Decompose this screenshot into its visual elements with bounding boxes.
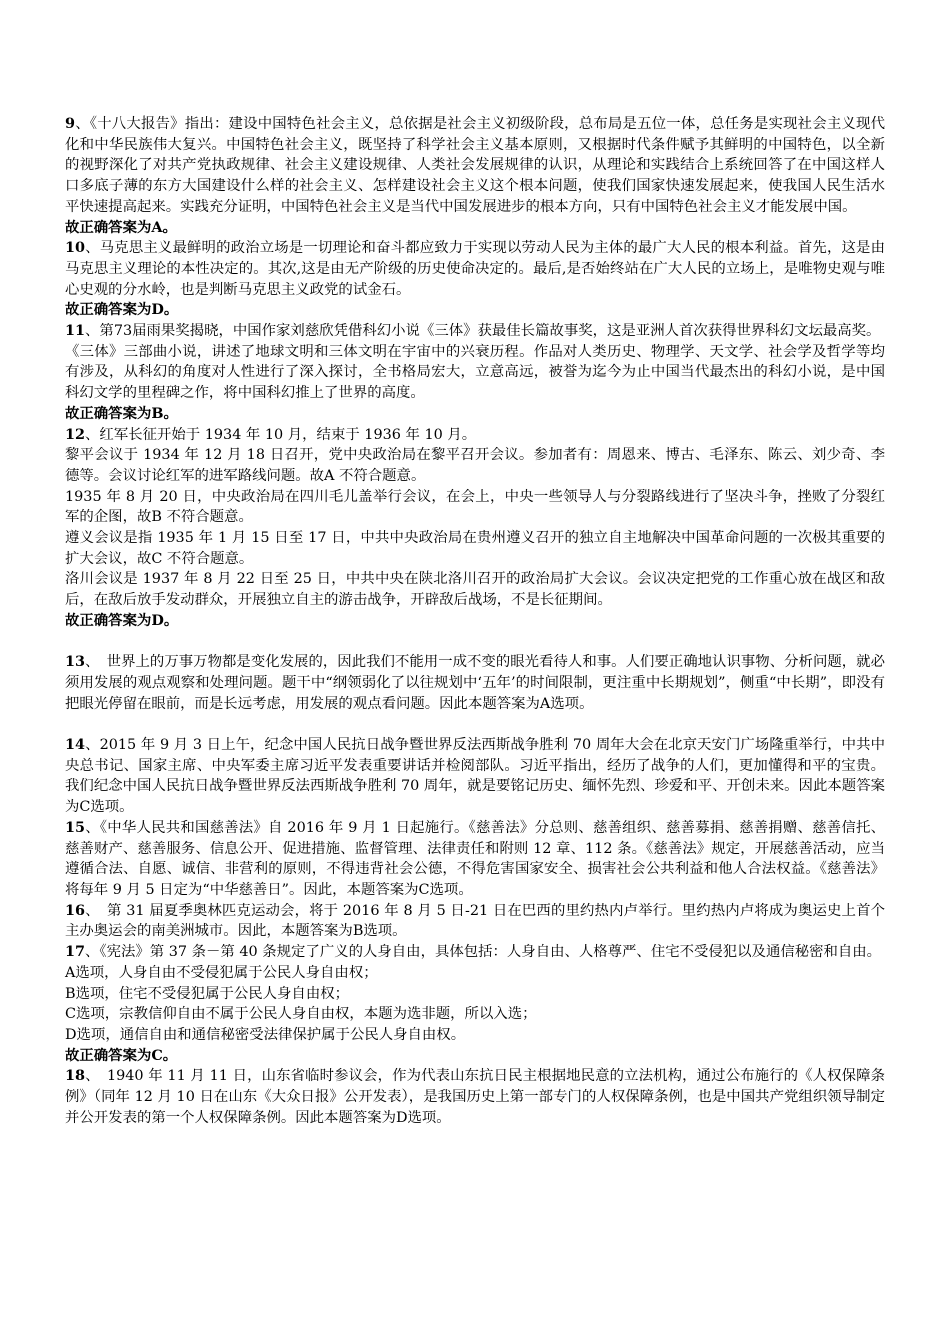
question-14 bbox=[65, 735, 885, 818]
option-line: A选项，人身自由不受侵犯属于公民人身自由权； bbox=[65, 964, 378, 981]
question-paragraph: 黎平会议于 1934 年 12 月 18 日召开，党中央政治局在黎平召开会议。参加者有：周恩来、博古、毛泽东、陈云、刘少奇、李德等。会议讨论红军的进军路线问题。故A 不符合题意。 bbox=[65, 447, 885, 484]
question-16 bbox=[65, 901, 885, 942]
option-line: C选项，宗教信仰自由不属于公民人身自由权，本题为选非题，所以入选； bbox=[65, 1006, 537, 1023]
option-line: D选项，通信自由和通信秘密受法律保护属于公民人身自由权。 bbox=[65, 1026, 466, 1043]
question-17 bbox=[65, 942, 885, 963]
question-paragraph: 遵义会议是指 1935 年 1 月 15 日至 17 日，中共中央政治局在贵州遵义召开的独立自主地解决中国革命问题的一次极其重要的扩大会议，故C 不符合题意。 bbox=[65, 530, 885, 567]
question-text: 、第73届雨果奖揭晓，中国作家刘慈欣凭借科幻小说《三体》获最佳长篇故事奖，这是亚洲人首次获得世界科幻文坛最高奖。 bbox=[85, 323, 881, 340]
question-11 bbox=[65, 321, 885, 342]
question-10 bbox=[65, 238, 885, 300]
option-line: B选项，住宅不受侵犯属于公民人身自由权； bbox=[65, 985, 349, 1002]
question-12 bbox=[65, 425, 885, 446]
question-paragraph: 1935 年 8 月 20 日，中央政治局在四川毛儿盖举行会议，在会上，中央一些领导人与分裂路线进行了坚决斗争，挫败了分裂红军的企图，故B 不符合题意。 bbox=[65, 488, 885, 526]
answer-line: 故正确答案为B。 bbox=[65, 404, 178, 422]
question-number: 13 bbox=[65, 653, 86, 671]
question-number: 16 bbox=[65, 901, 86, 919]
question-number: 11 bbox=[65, 322, 86, 340]
answer-line: 故正确答案为C。 bbox=[65, 1046, 178, 1064]
blank-line bbox=[65, 714, 885, 735]
question-number: 9 bbox=[65, 115, 76, 132]
question-paragraph: 《三体》三部曲小说，讲述了地球文明和三体文明在宇宙中的兴衰历程。作品对人类历史、物理学、天文学、社会学及哲学等均有涉及，从科幻的角度对人性进行了深入探讨，全书格局宏大，立意高远，被誉为迄今为止中国当代最杰出的科幻小说，是中国科幻文学的里程碑之作，将中国科幻推上了世界的高度。 bbox=[65, 343, 885, 402]
question-number: 17 bbox=[65, 943, 86, 961]
question-9 bbox=[65, 114, 885, 218]
question-number: 14 bbox=[65, 736, 86, 754]
question-number: 15 bbox=[65, 818, 86, 836]
question-text: 、 世界上的万事万物都是变化发展的，因此我们不能用一成不变的眼光看待人和事。人们要正确地认识事物、分析问题，就必须用发展的观点观察和处理问题。题干中“纲领弱化了以往规划中‘五年’的时间限制，更注重中长期规划”，侧重“中长期”，即没有把眼光停留在眼前，而是长远考虑，用发展的观点看问题。因此本题答案为A选项。 bbox=[65, 654, 885, 712]
answer-line: 故正确答案为A。 bbox=[65, 218, 177, 236]
question-text: 、红军长征开始于 1934 年 10 月，结束于 1936 年 10 月。 bbox=[85, 426, 477, 443]
question-number: 12 bbox=[65, 425, 86, 443]
question-18 bbox=[65, 1066, 885, 1128]
question-13 bbox=[65, 652, 885, 714]
question-text: 、《中华人民共和国慈善法》自 2016 年 9 月 1 日起施行。《慈善法》分总则、慈善组织、慈善募捐、慈善捐赠、慈善信托、慈善财产、慈善服务、信息公开、促进措施、监督管理、法律责任和附则 12 章、112 条。《慈善法》规定，开展慈善活动，应当遵循合法、自愿、诚信、非营利的原则，不得违背社会公德，不得危害国家安全、损害社会公共利益和他人合法权益。《慈善法》将每年 9 月 5 日定为“中华慈善日”。因此，本题答案为C选项。 bbox=[65, 819, 885, 898]
question-15 bbox=[65, 818, 885, 901]
blank-line bbox=[65, 632, 885, 653]
question-text: 、《宪法》第 37 条－第 40 条规定了广义的人身自由，具体包括：人身自由、人格尊严、住宅不受侵犯以及通信秘密和自由。 bbox=[85, 944, 882, 961]
question-paragraph: 洛川会议是 1937 年 8 月 22 日至 25 日，中共中央在陕北洛川召开的政治局扩大会议。会议决定把党的工作重心放在战区和敌后，在敌后放手发动群众，开展独立自主的游击战争，开辟敌后战场，不是长征期间。 bbox=[65, 571, 885, 609]
question-text: 、2015 年 9 月 3 日上午，纪念中国人民抗日战争暨世界反法西斯战争胜利 70 周年大会在北京天安门广场隆重举行，中共中央总书记、国家主席、中央军委主席习近平发表重要讲话并检阅部队。习近平指出，经历了战争的人们，更加懂得和平的宝贵。我们纪念中国人民抗日战争暨世界反法西斯战争胜利 70 周年，就是要铭记历史、缅怀先烈、珍爱和平、开创未来。因此本题答案为C选项。 bbox=[65, 737, 885, 816]
question-number: 10 bbox=[65, 239, 86, 257]
question-text: 、 1940 年 11 月 11 日，山东省临时参议会，作为代表山东抗日民主根据地民意的立法机构，通过公布施行的《人权保障条例》（同年 12 月 10 日在山东《大众日报》公开发表），是我国历史上第一部专门的人权保障条例，也是中国共产党组织领导制定并公开发表的第一个人权保障条例。因此本题答案为D选项。 bbox=[65, 1068, 885, 1126]
question-text: 、马克思主义最鲜明的政治立场是一切理论和奋斗都应致力于实现以劳动人民为主体的最广大人民的根本利益。首先，这是由马克思主义理论的本性决定的。其次,这是由无产阶级的历史使命决定的。最后,是否始终站在广大人民的立场上，是唯物史观与唯心史观的分水岭，也是判断马克思主义政党的试金石。 bbox=[65, 240, 885, 298]
question-number: 18 bbox=[65, 1067, 86, 1085]
answer-line: 故正确答案为D。 bbox=[65, 611, 179, 629]
answer-line: 故正确答案为D。 bbox=[65, 301, 179, 319]
question-text: 、 第 31 届夏季奥林匹克运动会，将于 2016 年 8 月 5 日-21 日在巴西的里约热内卢举行。里约热内卢将成为奥运史上首个主办奥运会的南美洲城市。因此，本题答案为B选项。 bbox=[65, 902, 885, 940]
question-text: 、《十八大报告》指出：建设中国特色社会主义，总依据是社会主义初级阶段，总布局是五位一体，总任务是实现社会主义现代化和中华民族伟大复兴。中国特色社会主义，既坚持了科学社会主义基本原则，又根据时代条件赋予其鲜明的中国特色，以全新的视野深化了对共产党执政规律、社会主义建设规律、人类社会发展规律的认识，从理论和实践结合上系统回答了在中国这样人口多底子薄的东方大国建设什么样的社会主义、怎样建设社会主义这个根本问题，使我们国家快速发展起来，使我国人民生活水平快速提高起来。实践充分证明，中国特色社会主义是当代中国发展进步的根本方向，只有中国特色社会主义才能发展中国。 bbox=[65, 116, 885, 215]
document-page bbox=[65, 114, 885, 1128]
